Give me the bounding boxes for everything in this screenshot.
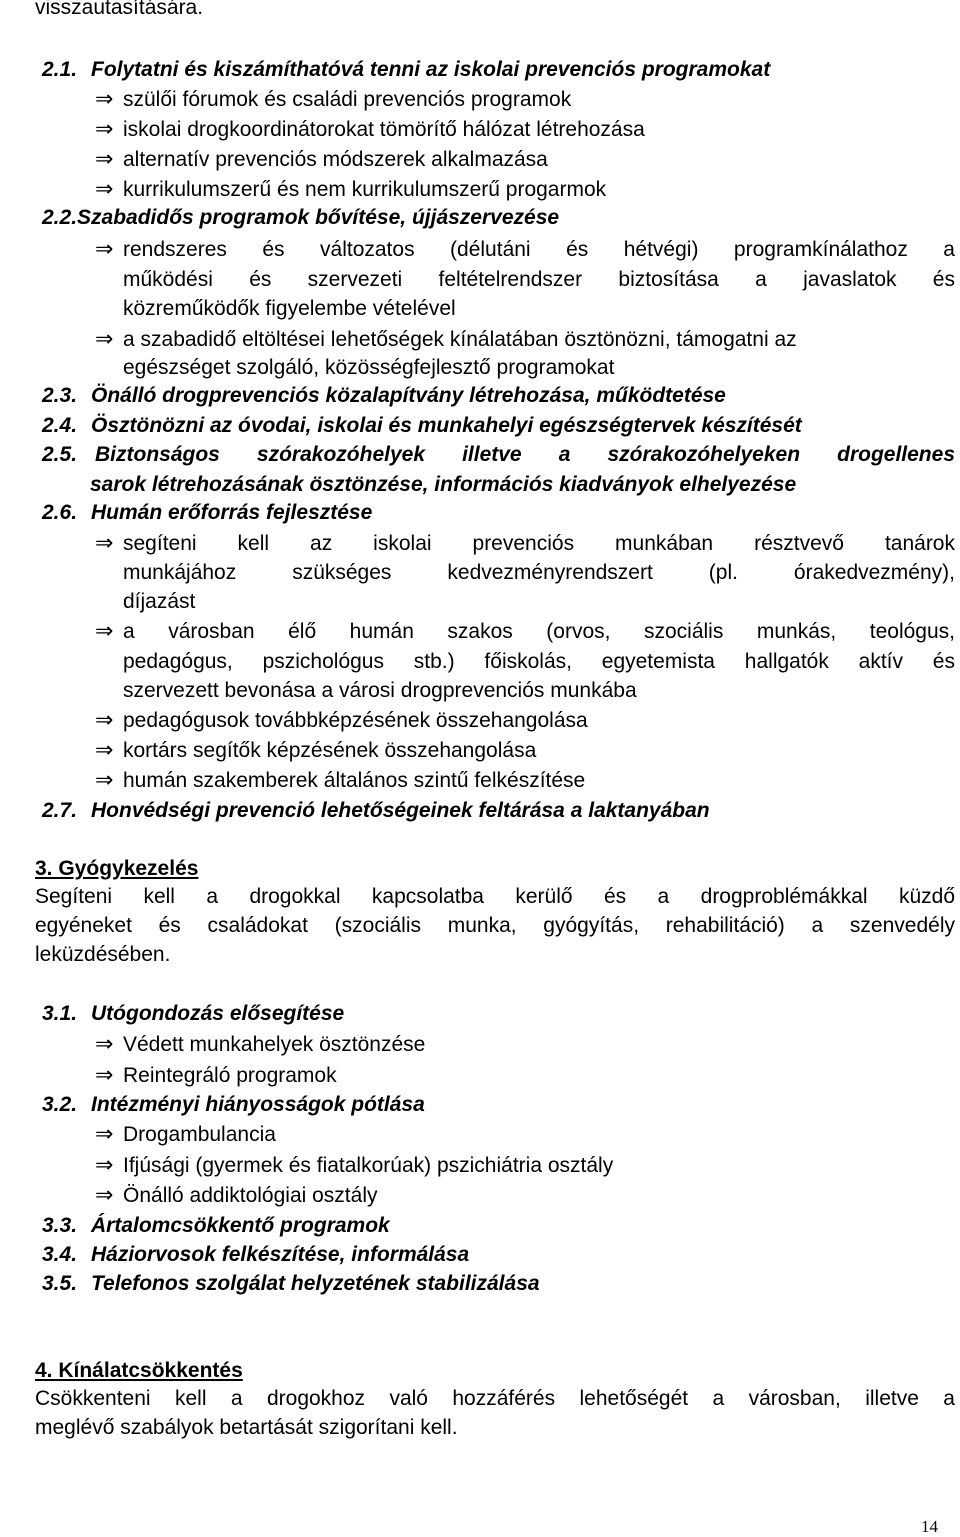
arrow-icon: ⇒ xyxy=(95,1153,114,1178)
arrow-icon: ⇒ xyxy=(95,87,114,112)
list-item: pedagógusok továbbképzésének összehangolása xyxy=(123,709,588,732)
list-item: szülői fórumok és családi prevenciós programok xyxy=(123,88,572,111)
section-number: 2.2. xyxy=(42,206,78,229)
paragraph-line: leküzdésében. xyxy=(35,943,171,966)
arrow-icon: ⇒ xyxy=(95,147,114,172)
section-title: Ártalomcsökkentő programok xyxy=(91,1214,390,1237)
arrow-icon: ⇒ xyxy=(95,531,114,556)
section-title: Folytatni és kiszámíthatóvá tenni az iskolai prevenciós programokat xyxy=(91,58,771,81)
list-item: alternatív prevenciós módszerek alkalmazása xyxy=(123,148,548,171)
list-item: humán szakemberek általános szintű felkészítése xyxy=(123,769,586,792)
paragraph-line: Csökkenteni kell a drogokhoz való hozzáférés lehetőségét a városban, illetve a xyxy=(35,1387,955,1410)
section-3-5-heading xyxy=(42,1272,540,1296)
arrow-icon: ⇒ xyxy=(95,1183,114,1208)
section-number: 3.4. xyxy=(42,1243,78,1266)
section-title: Biztonságos szórakozóhelyek illetve a szórakozóhelyeken drogellenes xyxy=(95,443,955,466)
arrow-icon: ⇒ xyxy=(95,1063,114,1088)
section-number: 2.7. xyxy=(42,799,78,822)
arrow-icon: ⇒ xyxy=(95,327,114,352)
section-number: 3.5. xyxy=(42,1272,78,1295)
list-item: Védett munkahelyek ösztönzése xyxy=(123,1033,426,1056)
section-2-6-heading xyxy=(42,501,372,525)
section-title: Honvédségi prevenció lehetőségeinek feltárása a laktanyában xyxy=(91,799,710,822)
list-item-line: közreműködők figyelembe vételével xyxy=(123,297,456,320)
arrow-icon: ⇒ xyxy=(95,1032,114,1057)
section-title: Ösztönözni az óvodai, iskolai és munkahelyi egészségtervek készítését xyxy=(91,414,802,437)
arrow-icon: ⇒ xyxy=(95,768,114,793)
section-title: Humán erőforrás fejlesztése xyxy=(91,501,373,524)
section-number: 3.3. xyxy=(42,1214,78,1237)
list-item-line: a városban élő humán szakos (orvos, szociális munkás, teológus, xyxy=(123,620,955,643)
list-item-line: munkájához szükséges kedvezményrendszert (pl. órakedvezmény), xyxy=(123,561,955,584)
list-item-line: működési és szervezeti feltételrendszer biztosítása a javaslatok és xyxy=(123,268,955,291)
section-3-3-heading xyxy=(42,1214,390,1238)
paragraph-line: Segíteni kell a drogokkal kapcsolatba kerülő és a drogproblémákkal küzdő xyxy=(35,885,955,908)
list-item-line: díjazást xyxy=(123,590,196,613)
section-number: 2.6. xyxy=(42,501,78,524)
section-number: 2.3. xyxy=(42,384,78,407)
list-item: Önálló addiktológiai osztály xyxy=(123,1184,378,1207)
list-item-line: segíteni kell az iskolai prevenciós munkában résztvevő tanárok xyxy=(123,532,955,555)
section-3-2-heading xyxy=(42,1093,425,1117)
section-2-1-heading xyxy=(42,58,770,82)
list-item: Reintegráló programok xyxy=(123,1064,337,1087)
arrow-icon: ⇒ xyxy=(95,708,114,733)
list-item: iskolai drogkoordinátorokat tömörítő hálózat létrehozása xyxy=(123,118,645,141)
section-3-1-heading xyxy=(42,1002,344,1026)
section-number: 2.5. xyxy=(42,443,78,466)
arrow-icon: ⇒ xyxy=(95,177,114,202)
arrow-icon: ⇒ xyxy=(95,738,114,763)
section-title: Telefonos szolgálat helyzetének stabilizálása xyxy=(91,1272,540,1295)
continued-text: visszautasítására. xyxy=(35,0,204,19)
section-number: 3.1. xyxy=(42,1002,78,1025)
section-title: Háziorvosok felkészítése, informálása xyxy=(91,1243,470,1266)
chapter-4-heading: 4. Kínálatcsökkentés xyxy=(35,1359,243,1382)
list-item: kortárs segítők képzésének összehangolása xyxy=(123,739,537,762)
arrow-icon: ⇒ xyxy=(95,117,114,142)
section-2-2-heading xyxy=(42,206,559,230)
arrow-icon: ⇒ xyxy=(95,619,114,644)
paragraph-line: meglévő szabályok betartását szigorítani kell. xyxy=(35,1416,458,1439)
section-2-3-heading xyxy=(42,384,726,408)
arrow-icon: ⇒ xyxy=(95,1122,114,1147)
section-number: 2.1. xyxy=(42,58,78,81)
section-number: 3.2. xyxy=(42,1093,78,1116)
list-item-line: rendszeres és változatos (délutáni és hétvégi) programkínálathoz a xyxy=(123,238,955,261)
section-title: Önálló drogprevenciós közalapítvány létrehozása, működtetése xyxy=(91,384,726,407)
section-2-7-heading xyxy=(42,799,710,823)
paragraph-line: egyéneket és családokat (szociális munka, gyógyítás, rehabilitáció) a szenvedély xyxy=(35,914,955,937)
chapter-3-heading: 3. Gyógykezelés xyxy=(35,857,199,880)
section-number: 2.4. xyxy=(42,414,78,437)
section-3-4-heading xyxy=(42,1243,469,1267)
arrow-icon: ⇒ xyxy=(95,237,114,262)
list-item: Ifjúsági (gyermek és fiatalkorúak) pszichiátria osztály xyxy=(123,1154,614,1177)
section-title: Utógondozás elősegítése xyxy=(91,1002,345,1025)
section-title-line: sarok létrehozásának ösztönzése, információs kiadványok elhelyezése xyxy=(90,473,797,496)
page-number: 14 xyxy=(921,1517,938,1536)
list-item: kurrikulumszerű és nem kurrikulumszerű progarmok xyxy=(123,178,607,201)
list-item: Drogambulancia xyxy=(123,1123,276,1146)
list-item-line: egészséget szolgáló, közösségfejlesztő programokat xyxy=(123,356,615,379)
list-item-line: pedagógus, pszichológus stb.) főiskolás, egyetemista hallgatók aktív és xyxy=(123,650,955,673)
section-title: Szabadidős programok bővítése, újjászervezése xyxy=(77,206,560,229)
section-2-4-heading xyxy=(42,414,802,438)
section-title: Intézményi hiányosságok pótlása xyxy=(91,1093,425,1116)
list-item-line: szervezett bevonása a városi drogprevenciós munkába xyxy=(123,679,637,702)
section-2-5-heading xyxy=(42,443,91,467)
list-item-line: a szabadidő eltöltései lehetőségek kínálatában ösztönözni, támogatni az xyxy=(123,328,797,351)
